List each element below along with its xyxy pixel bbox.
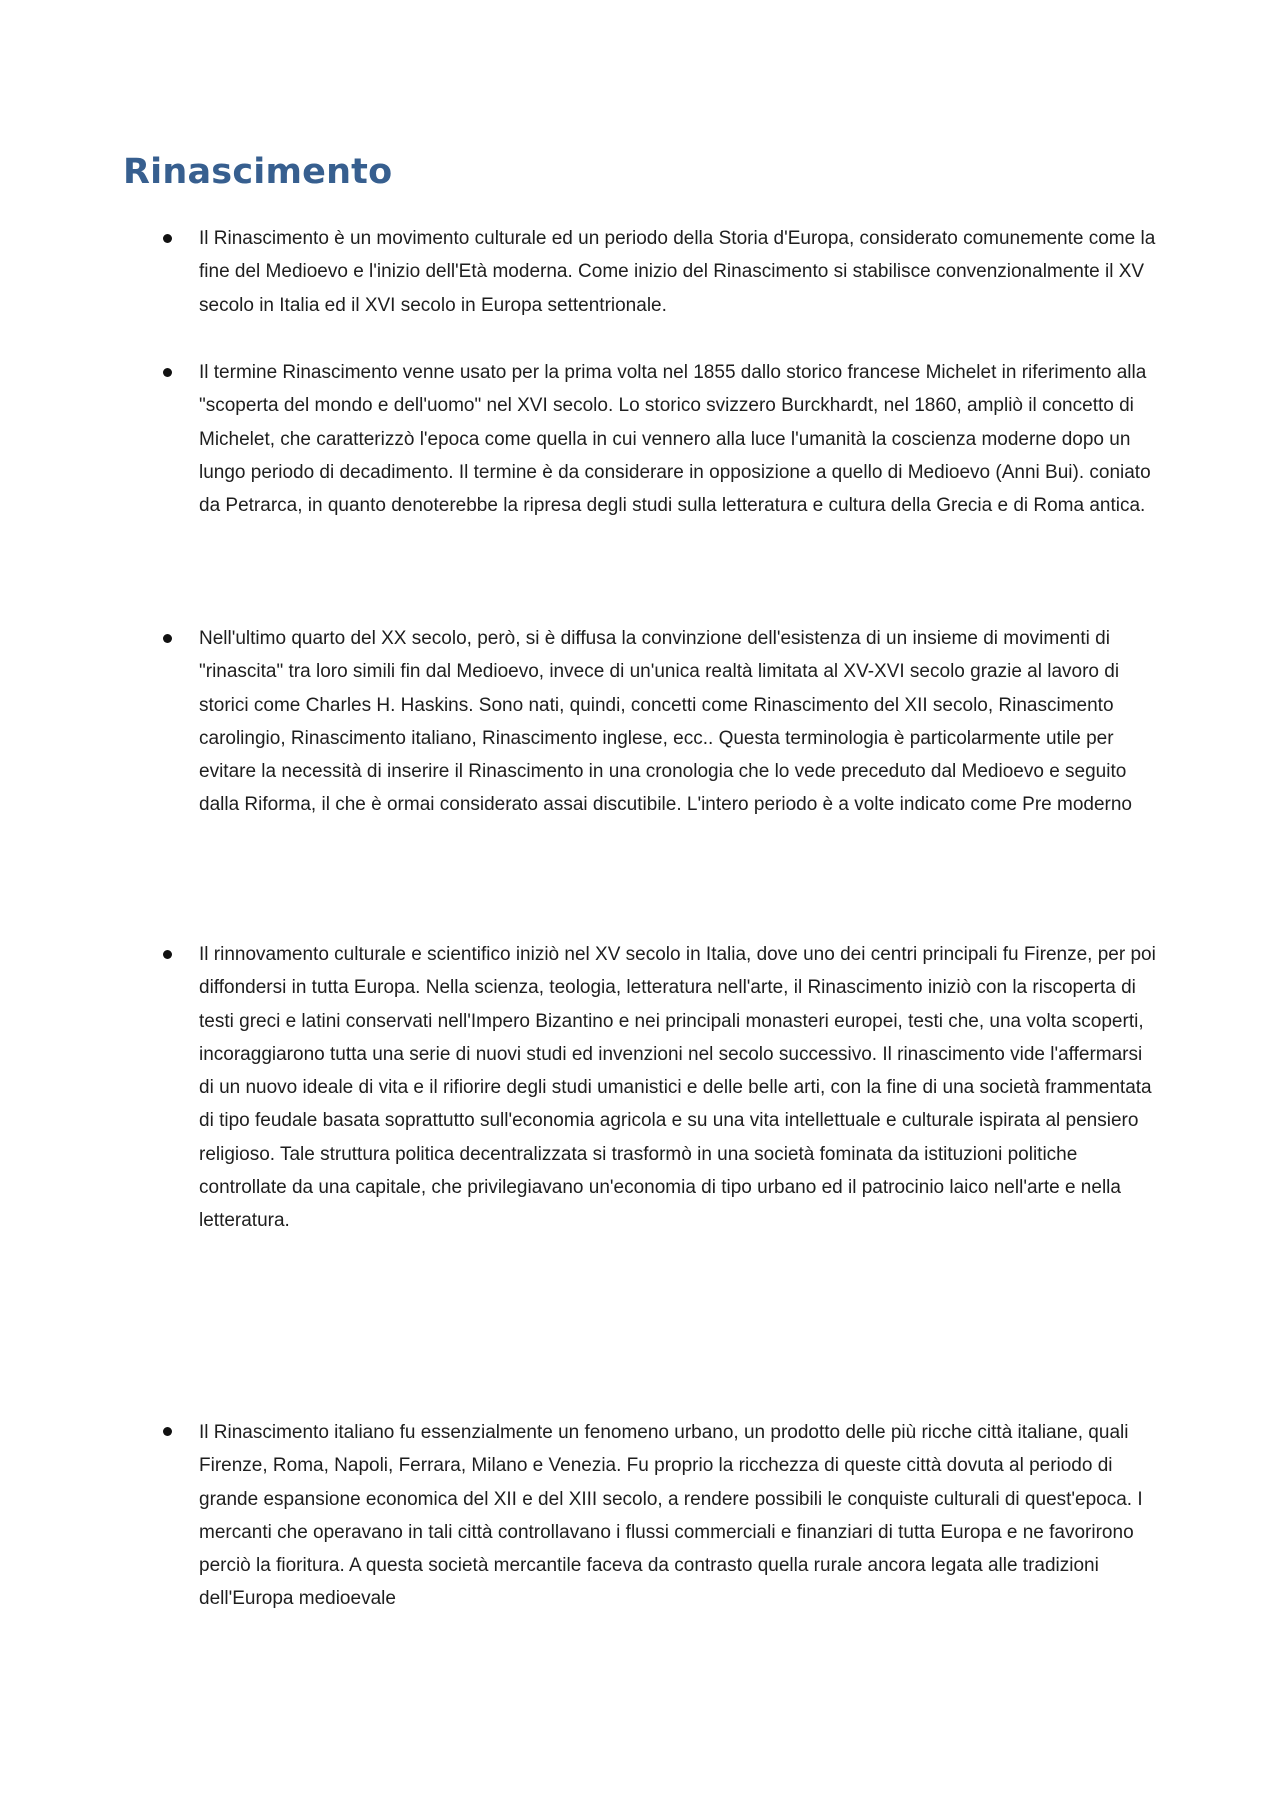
bullet-icon xyxy=(163,950,172,959)
paragraph-text: Il rinnovamento culturale e scientifico iniziò nel XV secolo in Italia, dove uno dei centri principali fu Firenze, per poi diffondersi in tutta Europa. Nella scienza, teologia, letteratura nell'arte, il Rinascimento iniziò con la riscoperta di testi greci e latini conservati nell'Impero Bizantino e nei principali monasteri europei, testi che, una volta scoperti, incoraggiarono tutta una serie di nuovi studi ed invenzioni nel secolo successivo. Il rinascimento vide l'affermarsi di un nuovo ideale di vita e il rifiorire degli studi umanistici e delle belle arti, con la fine di una società frammentata di tipo feudale basata soprattutto sull'economia agricola e su una vita intellettuale e culturale ispirata al pensiero religioso. Tale struttura politica decentralizzata si trasformò in una società fominata da istituzioni politiche controllate da una capitale, che privilegiavano un'economia di tipo urbano ed il patrocinio laico nell'arte e nella letteratura. xyxy=(199,944,1156,1232)
paragraph-text: Il termine Rinascimento venne usato per la prima volta nel 1855 dallo storico francese Michelet in riferimento alla "scoperta del mondo e dell'uomo" nel XVI secolo. Lo storico svizzero Burckhardt, nel 1860, ampliò il concetto di Michelet, che caratterizzò l'epoca come quella in cui vennero alla luce l'umanità la coscienza moderne dopo un lungo periodo di decadimento. Il termine è da considerare in opposizione a quello di Medioevo (Anni Bui). coniato da Petrarca, in quanto denoterebbe la ripresa degli studi sulla letteratura e cultura della Grecia e di Roma antica. xyxy=(199,362,1151,517)
paragraph-text: Nell'ultimo quarto del XX secolo, però, si è diffusa la convinzione dell'esistenza di un insieme di movimenti di "rinascita" tra loro simili fin dal Medioevo, invece di un'unica realtà limitata al XV-XVI secolo grazie al lavoro di storici come Charles H. Haskins. Sono nati, quindi, concetti come Rinascimento del XII secolo, Rinascimento carolingio, Rinascimento italiano, Rinascimento inglese, ecc.. Questa terminologia è particolarmente utile per evitare la necessità di inserire il Rinascimento in una cronologia che lo vede preceduto dal Medioevo e seguito dalla Riforma, il che è ormai considerato assai discutibile. L'intero periodo è a volte indicato come Pre moderno xyxy=(199,628,1132,816)
paragraph-text: Il Rinascimento italiano fu essenzialmente un fenomeno urbano, un prodotto delle più ricche città italiane, quali Firenze, Roma, Napoli, Ferrara, Milano e Venezia. Fu proprio la ricchezza di queste città dovuta al periodo di grande espansione economica del XII e del XIII secolo, a rendere possibili le conquiste culturali di quest'epoca. I mercanti che operavano in tali città controllavano i flussi commerciali e finanziari di tutta Europa e ne favorirono perciò la fioritura. A questa società mercantile faceva da contrasto quella rurale ancora legata alle tradizioni dell'Europa medioevale xyxy=(199,1422,1143,1610)
bullet-icon xyxy=(163,234,172,243)
page-title: Rinascimento xyxy=(123,152,393,192)
bullet-icon xyxy=(163,634,172,643)
bullet-icon xyxy=(163,368,172,377)
bullet-icon xyxy=(163,1427,172,1436)
paragraph-text: Il Rinascimento è un movimento culturale ed un periodo della Storia d'Europa, considerato comunemente come la fine del Medioevo e l'inizio dell'Età moderna. Come inizio del Rinascimento si stabilisce convenzionalmente il XV secolo in Italia ed il XVI secolo in Europa settentrionale. xyxy=(199,228,1156,316)
